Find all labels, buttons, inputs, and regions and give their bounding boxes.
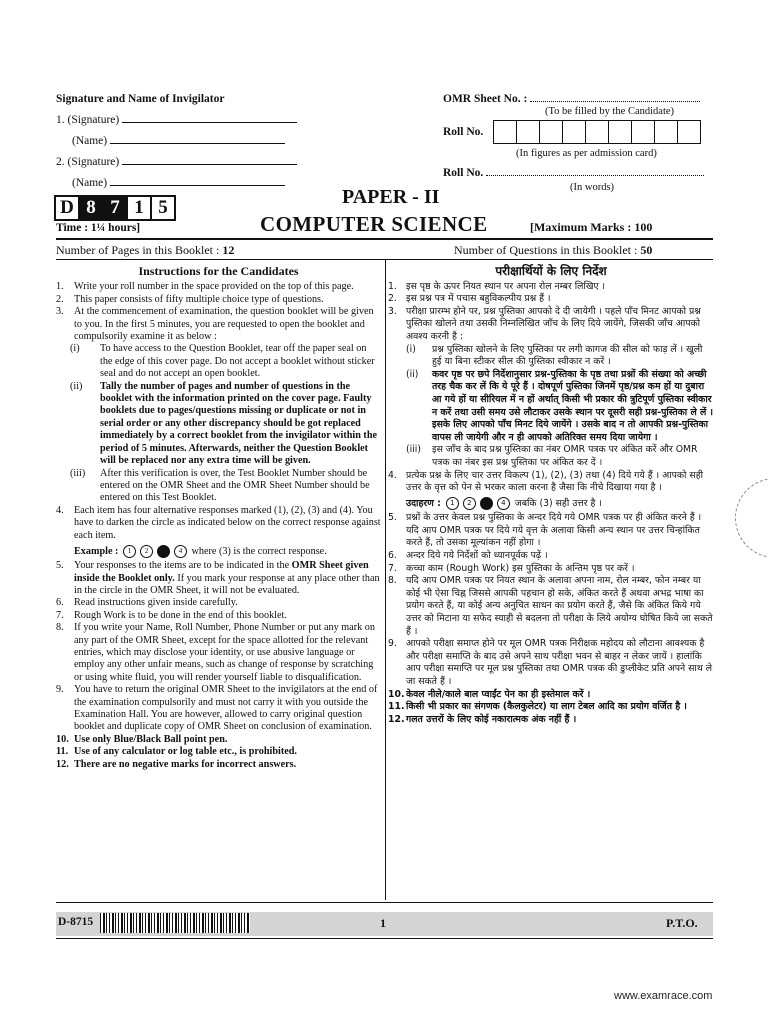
option-2-circle: 2 <box>140 545 153 558</box>
roll-no-boxes[interactable] <box>494 120 701 144</box>
instruction-3-ii: (ii) Tally the number of pages and number of questions in the booklet with the information printed on the cover page. Faulty booklets due to pages/questions missing or duplicate or not in serial order or any other discrepancy should be got replaced immediately by a correct booklet from the invigilator within the period of 5 minutes. Afterwards, neither the Question Booklet will be replaced nor any extra time will be given. <box>70 380 378 467</box>
roll-no-words-note: (In words) <box>570 182 615 193</box>
instruction-1: 1. Write your roll number in the space provided on the top of this page. <box>56 281 354 293</box>
instruction-7: 7. Rough Work is to be done in the end of this booklet. <box>56 609 287 621</box>
roll-no-words-line[interactable] <box>486 175 704 176</box>
paper-title: PAPER - II <box>342 186 440 208</box>
signature-1-line[interactable] <box>122 122 297 123</box>
footer-top-rule <box>56 902 713 903</box>
hindi-instruction-3-i: (i) प्रश्न पुस्तिका खोलने के लिए पुस्तिका पर लगी कागज की सील को फाड़ लें । खुली हुई या बिना स्टीकर सील की पुस्तिका स्वीकार न करें । <box>406 343 703 368</box>
instruction-10: 10. Use only Blue/Black Ball point pen. <box>56 733 228 745</box>
option-4-circle: 4 <box>174 545 187 558</box>
invigilator-signature-1: 1. (Signature) <box>56 114 297 126</box>
hindi-instruction-5: 5. प्रश्नों के उत्तर केवल प्रश्न पुस्तिका के अन्दर दिये गये OMR पत्रक पर ही अंकित करने हैं । यदि आप OMR पत्रक पर दिये गये वृत्त के अलावा किसी अन्य स्थान पर उत्तर चिन्हांकित करते हैं, तो उसका मूल्यांकन नहीं होगा । <box>388 512 702 549</box>
hindi-instructions <box>388 265 714 726</box>
subject-title: COMPUTER SCIENCE <box>260 212 488 236</box>
omr-sheet-field: OMR Sheet No. : <box>443 93 700 105</box>
hindi-instruction-11: 11. किसी भी प्रकार का संगणक (कैलकुलेटर) या लाग टेबल आदि का प्रयोग वर्जित है । <box>388 701 687 713</box>
hindi-instruction-10: 10. केवल नीले/काले बाल प्वाईंट पेन का ही इस्तेमाल करें । <box>388 688 591 700</box>
instruction-6: 6. Read instructions given inside carefully. <box>56 597 238 609</box>
name-2-line[interactable] <box>110 185 285 186</box>
watermark-url: www.examrace.com <box>614 990 713 1002</box>
invigilator-signature-2: 2. (Signature) <box>56 156 297 168</box>
page-number: 1 <box>380 916 386 930</box>
option-3-circle-filled <box>157 545 170 558</box>
instruction-3-iii: (iii) After this verification is over, the Test Booklet Number should be entered on the OMR Sheet and the OMR Sheet Number should be entered on this Test Booklet. <box>70 467 370 504</box>
footer-bottom-rule <box>56 938 713 939</box>
punch-mark <box>735 478 768 558</box>
booklet-code: D 8 7 1 5 <box>56 195 176 221</box>
instruction-9: 9. You have to return the original OMR Sheet to the invigilators at the end of the examination compulsorily and must not carry it with you outside the Examination Hall. You are however, allowed to carry original question booklet and duplicate copy of OMR Sheet on conclusion of examination. <box>56 684 378 733</box>
hindi-instruction-7: 7. कच्चा काम (Rough Work) इस पुस्तिका के अन्तिम पृष्ठ पर करें । <box>388 562 635 574</box>
maximum-marks: [Maximum Marks : 100 <box>530 220 653 234</box>
instruction-12: 12. There are no negative marks for incorrect answers. <box>56 758 297 770</box>
header-rule <box>56 238 713 240</box>
time-label: Time : 1¼ hours] <box>56 222 141 234</box>
pages-count: Number of Pages in this Booklet : 12 <box>56 243 235 257</box>
example-row: Example : 1 2 4 where (3) is the correct response. <box>74 545 327 557</box>
instruction-4: 4. Each item has four alternative responses marked (1), (2), (3) and (4). You have to darken the circle as indicated below on the correct response against each item. Example : 1 2 4 where (3) is the correct response. <box>56 504 381 557</box>
english-heading: Instructions for the Candidates <box>138 264 299 278</box>
option-1-circle: 1 <box>123 545 136 558</box>
invigilator-name-1: (Name) <box>72 135 285 147</box>
hindi-heading: परीक्षार्थियों के लिए निर्देश <box>495 264 607 278</box>
invigilator-name-2: (Name) <box>72 177 285 189</box>
roll-no-words-field: Roll No. <box>443 167 704 179</box>
hindi-example-row: उदाहरण : 1 2 4 जबकि (3) सही उत्तर है । <box>406 497 602 509</box>
hindi-option-4-circle: 4 <box>497 497 510 510</box>
instruction-3-i: (i) To have access to the Question Booklet, tear off the paper seal on the edge of this cover page. Do not accept a booklet without sticker seal and do not accept an open booklet. <box>70 343 375 380</box>
roll-no-note: (In figures as per admission card) <box>516 148 657 159</box>
instruction-5: 5. Your responses to the items are to be indicated in the OMR Sheet given inside the Booklet only. If you mark your response at any place other than in the circle in the OMR Sheet, it will not be evaluated. <box>56 560 380 596</box>
instruction-2: 2. This paper consists of fifty multiple choice type of questions. <box>56 293 324 305</box>
hindi-instruction-8: 8. यदि आप OMR पत्रक पर नियत स्थान के अलावा अपना नाम, रोल नम्बर, फोन नम्बर या कोई भी ऐसा चिह्न जिससे आपकी पहचान हो सके, अंकित करते हैं अथवा अभद्र भाषा का प्रयोग करते हैं, या कोई अन्य अनुचित साधन का प्रयोग करते हैं, जैसे कि अंकित किये गये उत्तर को मिटाना या सफेद स्याही से बदलना तो परीक्षा के लिये अयोग्य घोषित किये जा सकते हैं । <box>388 575 713 637</box>
footer-code: D-8715 <box>58 916 94 928</box>
hindi-instruction-3-iii: (iii) इस जाँच के बाद प्रश्न पुस्तिका का नंबर OMR पत्रक पर अंकित करें और OMR पत्रक का नंबर इस प्रश्न पुस्तिका पर अंकित कर दें । <box>406 444 698 468</box>
omr-sheet-line[interactable] <box>530 101 700 102</box>
hindi-instruction-6: 6. अन्दर दिये गये निर्देशों को ध्यानपूर्वक पढ़ें । <box>388 550 548 562</box>
hindi-option-2-circle: 2 <box>463 497 476 510</box>
omr-note: (To be filled by the Candidate) <box>545 106 675 117</box>
hindi-instruction-9: 9. आपको परीक्षा समाप्त होने पर मूल OMR पत्रक निरीक्षक महोदय को लौटाना आवश्यक है और परीक्षा समाप्ति के बाद उसे अपने साथ परीक्षा भवन से बाहर न लेकर जायें । हालांकि आप परीक्षा समाप्ति पर मूल प्रश्न पुस्तिका तथा OMR पत्रक की डुप्लीकेट प्रति अपने साथ ले जा सकते हैं । <box>388 638 713 687</box>
instruction-3: 3. At the commencement of examination, the question booklet will be given to you. In the first 5 minutes, you are requested to open the booklet and compulsorily examine it as below : (i) To have access to the Question Booklet, tear off the paper seal on the edge of this cover page. Do not accept a booklet without sticker seal and do not accept an open booklet. (ii) Tally the number of pages and number of questions in the booklet with the information printed on the cover page. Faulty booklets due to pages/questions missing or duplicate or not in serial order or any other discrepancy should be got replaced immediately by a correct booklet from the invigilator within the period of 5 minutes. Afterwards, neither the Question Booklet will be replaced nor any extra time will be given. (iii) After this verification is over, the Test Booklet Number should be entered on the OMR Sheet and the OMR Sheet Number should be entered on this Test Booklet. <box>56 306 381 505</box>
hindi-option-3-circle-filled <box>480 497 493 510</box>
pto-label: P.T.O. <box>666 916 698 930</box>
column-divider <box>385 260 386 900</box>
instruction-11: 11. Use of any calculator or log table etc., is prohibited. <box>56 746 297 758</box>
hindi-instruction-2: 2. इस प्रश्न पत्र में पचास बहुविकल्पीय प्रश्न हैं । <box>388 293 551 305</box>
questions-count: Number of Questions in this Booklet : 50 <box>454 243 653 257</box>
hindi-instruction-12: 12. गलत उत्तरों के लिए कोई नकारात्मक अंक नहीं हैं । <box>388 713 577 725</box>
barcode <box>100 913 250 933</box>
invigilator-heading: Signature and Name of Invigilator <box>56 93 225 105</box>
english-instructions <box>56 265 381 771</box>
hindi-instruction-3-ii: (ii) कवर पृष्ठ पर छपे निर्देशानुसार प्रश्न-पुस्तिका के पृष्ठ तथा प्रश्नों की संख्या को अच्छी तरह चैक कर लें कि ये पूरे हैं । दोषपूर्ण पुस्तिका जिनमें पृष्ठ/प्रश्न कम हों या दुबारा आ गये हों या सीरियल में न हों अर्थात् किसी भी प्रकार की त्रुटिपूर्ण पुस्तिका स्वीकार न करें तथा उसी समय उसे लौटाकर उसके स्थान पर दूसरी सही प्रश्न-पुस्तिका ले लें । इसके लिए आपको पाँच मिनट दिये जायेंगे । उसके बाद न तो आपकी प्रश्न-पुस्तिका वापस ली जायेगी और न ही आपको अतिरिक्त समय दिया जायेगा । <box>406 368 714 443</box>
hindi-instruction-3: 3. परीक्षा प्रारम्भ होने पर, प्रश्न पुस्तिका आपको दे दी जायेगी । पहले पाँच मिनट आपको प्रश्न पुस्तिका खोलने तथा उसकी निम्नलिखित जाँच के लिए दिये जायेंगे, जिसकी जाँच आपको अवश्य करनी है : (i) प्रश्न पुस्तिका खोलने के लिए पुस्तिका पर लगी कागज की सील को फाड़ लें । खुली हुई या बिना स्टीकर सील की पुस्तिका स्वीकार न करें । (ii) कवर पृष्ठ पर छपे निर्देशानुसार प्रश्न-पुस्तिका के पृष्ठ तथा प्रश्नों की संख्या को अच्छी तरह चैक कर लें कि ये पूरे हैं । दोषपूर्ण पुस्तिका जिनमें पृष्ठ/प्रश्न कम हों या दुबारा आ गये हों या सीरियल में न हों अर्थात् किसी भी प्रकार की त्रुटिपूर्ण पुस्तिका स्वीकार न करें तथा उसी समय उसे लौटाकर उसके स्थान पर दूसरी सही प्रश्न-पुस्तिका ले लें । इसके लिए आपको पाँच मिनट दिये जायेंगे । उसके बाद न तो आपकी प्रश्न-पुस्तिका वापस ली जायेगी और न ही आपको अतिरिक्त समय दिया जायेगा । (iii) इस जाँच के बाद प्रश्न पुस्तिका का नंबर OMR पत्रक पर अंकित करें और OMR पत्रक का नंबर इस प्रश्न पुस्तिका पर अंकित कर दें । <box>388 305 714 468</box>
roll-no-label: Roll No. <box>443 126 484 138</box>
hindi-instruction-1: 1. इस पृष्ठ के ऊपर नियत स्थान पर अपना रोल नम्बर लिखिए । <box>388 280 606 292</box>
hindi-instruction-4: 4. प्रत्येक प्रश्न के लिए चार उत्तर विकल्प (1), (2), (3) तथा (4) दिये गये हैं । आपको सही उत्तर के वृत्त को पेन से भरकर काला करना है जैसा कि नीचे दिखाया गया है । उदाहरण : 1 2 4 जबकि (3) सही उत्तर है । <box>388 470 714 511</box>
signature-2-line[interactable] <box>122 164 297 165</box>
instruction-8: 8. If you write your Name, Roll Number, Phone Number or put any mark on any part of the OMR Sheet, except for the space allotted for the relevant entries, which may disclose your identity, or use abusive language or employ any other unfair means, such as change of response by scratching or using white fluid, you will render yourself liable to disqualification. <box>56 622 375 683</box>
name-1-line[interactable] <box>110 143 285 144</box>
hindi-option-1-circle: 1 <box>446 497 459 510</box>
